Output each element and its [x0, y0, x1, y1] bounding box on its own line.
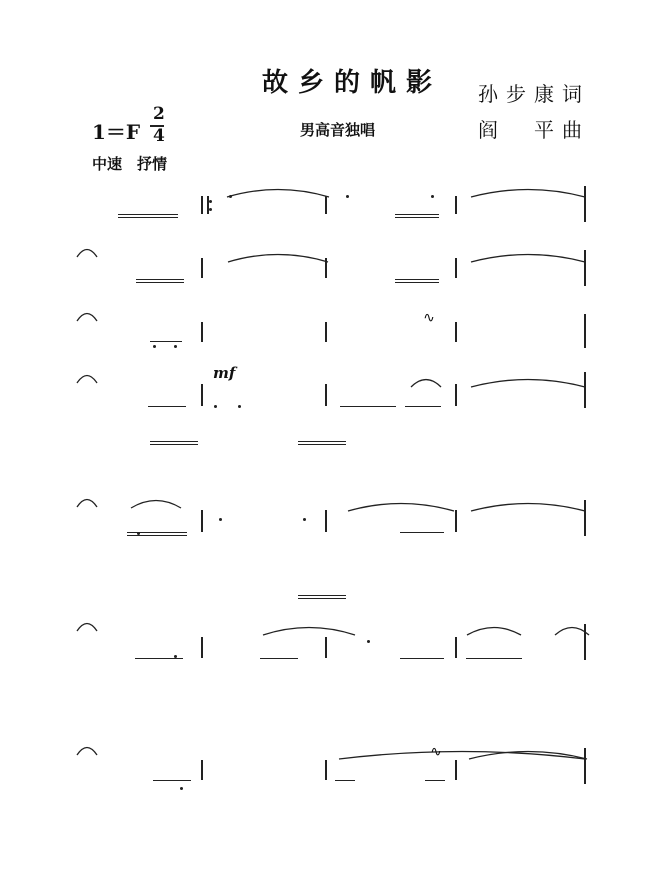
tie-arc: [466, 624, 522, 636]
octave-dot: [346, 195, 349, 198]
performance-type: 男高音独唱: [300, 121, 376, 139]
continuation-hook: [76, 620, 98, 632]
lyric-underline: [298, 441, 346, 442]
underline-beam: [405, 406, 441, 407]
underline-beam: [135, 658, 183, 659]
time-signature-bottom: 4: [153, 126, 165, 146]
barline: [207, 196, 209, 214]
octave-dot: [180, 787, 183, 790]
barline: [201, 760, 203, 780]
continuation-hook: [76, 372, 98, 384]
octave-dot: [303, 518, 306, 521]
underline-beam: [127, 535, 187, 536]
barline: [325, 760, 327, 780]
tie-arc: [470, 251, 586, 263]
barline: [201, 322, 203, 342]
underline-beam: [153, 780, 191, 781]
octave-dot: [137, 532, 140, 535]
continuation-hook: [76, 310, 98, 322]
underline-beam: [150, 341, 182, 342]
lyricist-credit: 孙步康词: [478, 82, 590, 106]
barline: [455, 384, 457, 406]
barline: [325, 322, 327, 342]
octave-dot: [174, 655, 177, 658]
barline: [455, 322, 457, 342]
barline: [325, 510, 327, 532]
underline-beam: [340, 406, 396, 407]
underline-beam: [335, 780, 355, 781]
continuation-hook: [76, 246, 98, 258]
underline-beam: [395, 282, 439, 283]
underline-beam: [395, 279, 439, 280]
underline-beam: [395, 214, 439, 215]
barline: [201, 196, 203, 214]
tie-arc: [347, 500, 455, 512]
tie-arc: [470, 376, 586, 388]
octave-dot: [367, 640, 370, 643]
octave-dot: [238, 405, 241, 408]
lyric-underline: [298, 598, 346, 599]
barline: [201, 258, 203, 278]
octave-dot: [174, 345, 177, 348]
underline-beam: [400, 532, 444, 533]
barline: [325, 384, 327, 406]
underline-beam: [466, 658, 522, 659]
octave-dot: [219, 518, 222, 521]
tie-arc: [262, 624, 356, 636]
tie-arc: [410, 376, 442, 388]
dynamic-marking: mf: [213, 364, 236, 382]
barline: [455, 196, 457, 214]
barline: [455, 637, 457, 658]
composer-credit: 阎 平曲: [478, 118, 590, 142]
barline: [201, 637, 203, 658]
underline-beam: [136, 282, 184, 283]
barline: [201, 510, 203, 532]
barline: [325, 637, 327, 658]
triplet-bracket: [130, 497, 182, 509]
underline-beam: [118, 217, 178, 218]
tie-arc: [470, 186, 586, 198]
barline: [201, 384, 203, 406]
time-signature-top: 2: [153, 104, 165, 124]
continuation-hook: [76, 744, 98, 756]
barline: [584, 314, 586, 348]
tie-arc: [470, 500, 586, 512]
tie-arc: [468, 748, 588, 760]
tie-arc: [227, 251, 329, 263]
underline-beam: [118, 214, 178, 215]
octave-dot: [153, 345, 156, 348]
mordent-mark: ∿: [430, 744, 442, 760]
mordent-mark: ∿: [423, 310, 435, 326]
tie-arc: [554, 624, 590, 636]
lyric-underline: [298, 595, 346, 596]
tie-arc: [226, 186, 330, 198]
repeat-dot: [209, 200, 212, 203]
lyric-underline: [150, 444, 198, 445]
underline-beam: [148, 406, 186, 407]
barline: [455, 258, 457, 278]
barline: [455, 510, 457, 532]
octave-dot: [214, 405, 217, 408]
underline-beam: [400, 658, 444, 659]
key-signature: 1＝F: [92, 120, 141, 144]
underline-beam: [260, 658, 298, 659]
lyric-underline: [150, 441, 198, 442]
barline: [325, 196, 327, 214]
barline: [455, 760, 457, 780]
song-title: 故乡的帆影: [262, 68, 443, 98]
octave-dot: [431, 195, 434, 198]
underline-beam: [136, 279, 184, 280]
repeat-dot: [209, 208, 212, 211]
lyric-underline: [298, 444, 346, 445]
underline-beam: [425, 780, 445, 781]
underline-beam: [127, 532, 187, 533]
continuation-hook: [76, 496, 98, 508]
tempo-marking: 中速 抒情: [92, 155, 168, 173]
underline-beam: [395, 217, 439, 218]
